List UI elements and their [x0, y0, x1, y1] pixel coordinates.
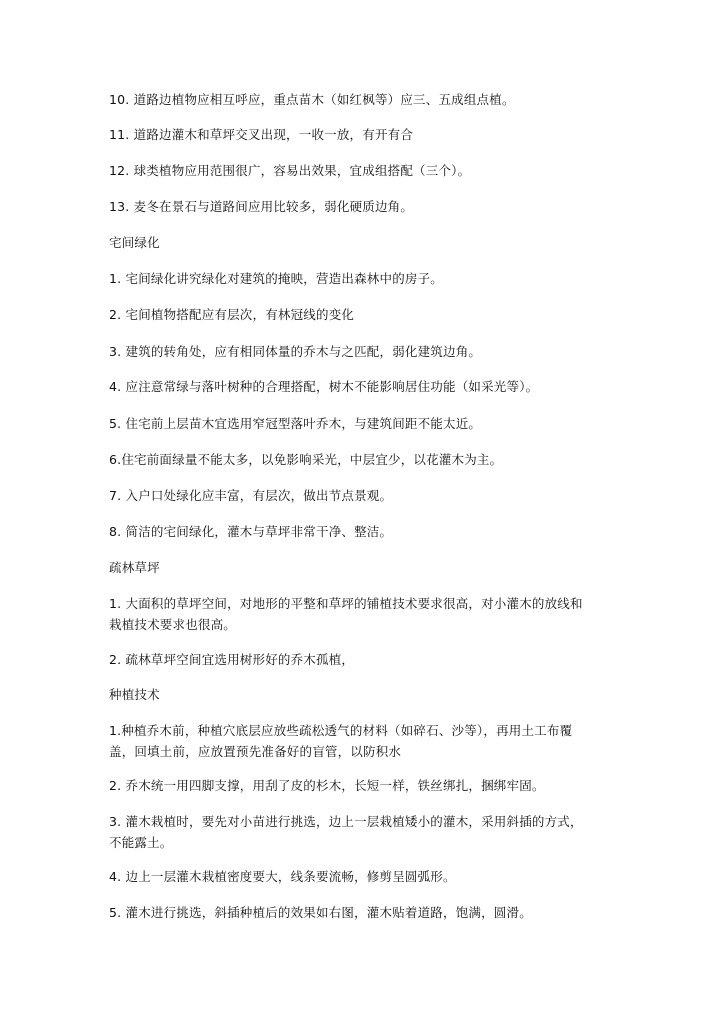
list-item: 5. 灌木进行挑选，斜插种植后的效果如右图，灌木贴着道路，饱满，圆滑。 — [109, 905, 532, 920]
list-item: 3. 建筑的转角处，应有相同体量的乔木与之匹配，弱化建筑边角。 — [109, 344, 482, 359]
list-item: 10. 道路边植物应相互呼应，重点苗木（如红枫等）应三、五成组点植。 — [109, 92, 515, 107]
list-item: 8. 简洁的宅间绿化，灌木与草坪非常干净、整洁。 — [109, 524, 393, 539]
list-item: 5. 住宅前上层苗木宜选用窄冠型落叶乔木，与建筑间距不能太近。 — [109, 416, 482, 431]
list-item: 1. 宅间绿化讲究绿化对建筑的掩映，营造出森林中的房子。 — [109, 271, 444, 286]
list-item: 4. 边上一层灌木栽植密度要大，线条要流畅，修剪呈圆弧形。 — [109, 869, 456, 884]
list-item: 2. 疏林草坪空间宜选用树形好的乔木孤植， — [109, 652, 355, 667]
section-heading: 宅间绿化 — [109, 235, 160, 250]
list-item: 3. 灌木栽植时，要先对小苗进行挑选，边上一层栽植矮小的灌木，采用斜插的方式，不能露土。 — [109, 814, 583, 850]
list-item: 13. 麦冬在景石与道路间应用比较多，弱化硬质边角。 — [109, 199, 414, 214]
list-item: 7. 入户口处绿化应丰富，有层次，做出节点景观。 — [109, 488, 393, 503]
list-item: 1. 大面积的草坪空间，对地形的平整和草坪的铺植技术要求很高，对小灌木的放线和栽植技术要求也很高。 — [109, 596, 583, 632]
list-item: 2. 乔木统一用四脚支撑，用刮了皮的杉木，长短一样，铁丝绑扎，捆绑牢固。 — [109, 778, 545, 793]
section-heading: 种植技术 — [109, 687, 160, 702]
list-item: 11. 道路边灌木和草坪交叉出现，一收一放，有开有合 — [109, 127, 414, 142]
list-item: 4. 应注意常绿与落叶树种的合理搭配，树木不能影响居住功能（如采光等）。 — [109, 379, 539, 394]
list-item: 6.住宅前面绿量不能太多，以免影响采光，中层宜少，以花灌木为主。 — [109, 452, 503, 467]
list-item: 12. 球类植物应用范围很广，容易出效果，宜成组搭配（三个）。 — [109, 163, 471, 178]
list-item: 2. 宅间植物搭配应有层次，有林冠线的变化 — [109, 307, 355, 322]
section-heading: 疏林草坪 — [109, 560, 160, 575]
list-item: 1.种植乔木前，种植穴底层应放些疏松透气的材料（如碎石、沙等），再用土工布覆盖，回填土前，应放置预先准备好的盲管，以防积水 — [109, 723, 573, 759]
